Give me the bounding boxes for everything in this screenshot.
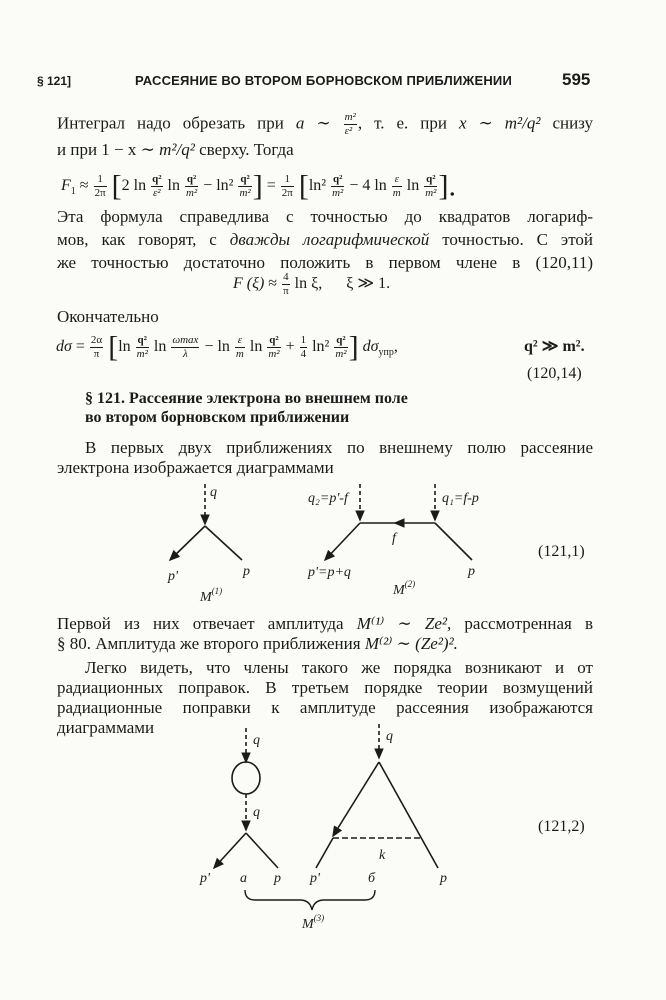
label-M3: $M^{(3)}$ xyxy=(302,913,325,932)
electron-out xyxy=(170,526,205,560)
label-p-prime: p' xyxy=(200,871,210,886)
electron-out xyxy=(325,523,360,560)
electron-in xyxy=(246,833,278,868)
header-title: РАССЕЯНИЕ ВО ВТОРОМ БОРНОВСКОМ ПРИБЛИЖЕНИИ xyxy=(135,73,512,88)
section-heading-line1: § 121. Рассеяние электрона во внешнем поле xyxy=(85,390,408,407)
electron-out xyxy=(316,838,333,868)
equation-dsigma: dσ = $\frac{2\alpha}{\pi}$ [ln $\frac{\text{q²}}{\text{m²}}$ ln $\frac{\omega\max}{\lambda}$ − ln $\frac{\varepsilon}{m}$ ln $\frac{\text{q²}}{\text{m²}}$ + $\frac{1}{4}$ ln² $\frac{\text{q²}}{\text{m²}}$ ] $d\sigma_{упр}$, xyxy=(56,330,398,364)
label-f: f xyxy=(392,531,396,546)
label-q: q xyxy=(210,485,217,500)
label-M2: $M^{(2)}$ xyxy=(393,579,416,598)
label-p: p xyxy=(274,871,281,886)
para2-line2: мов, как говорят, с дважды логарифмической точностью. С этой xyxy=(57,230,593,249)
label-q-mid: q xyxy=(253,805,260,820)
diagram-M1 xyxy=(167,484,250,605)
equation-number-121-2: (121,2) xyxy=(538,818,585,835)
electron-out xyxy=(214,833,246,868)
label-p: p xyxy=(440,871,447,886)
equation-F-xi: F (ξ) ≈ $\frac{4}{\pi}$ ln ξ, ξ ≫ 1. xyxy=(233,270,391,297)
page-number: 595 xyxy=(562,70,591,89)
diagram-b-vertex-correction xyxy=(309,724,447,886)
feynman-diagrams-121-1 xyxy=(150,478,530,608)
electron-loop xyxy=(232,762,260,794)
label-M1: $M^{(1)}$ xyxy=(200,586,223,605)
para5-line2: § 80. Амплитуда же второго приближения M⁽²⁾ ∼ (Ze²)². xyxy=(57,634,458,653)
para6-line2: радиационных поправок. В третьем порядке теории возмущений xyxy=(57,678,593,697)
label-p-prime-eq: p'=p+q xyxy=(308,565,351,580)
diagram-a-vacuum-polarization xyxy=(199,728,281,886)
para6-line3: радиационные поправки к амплитуде рассеяния изображаются xyxy=(57,698,593,717)
para1-line1: Интеграл надо обрезать при a ∼ $\frac{\text{m²}}{\text{ε²}}$ , т. е. при x ∼ m²/q² снизу xyxy=(57,111,594,137)
equation-number-120-14: (120,14) xyxy=(527,365,582,382)
running-header xyxy=(37,70,593,92)
para5-line1: Первой из них отвечает амплитуда M⁽¹⁾ ∼ Ze², рассмотренная в xyxy=(57,614,593,633)
math-a: a xyxy=(295,113,305,133)
para4-line2: электрона изображается диаграммами xyxy=(57,458,334,477)
label-p-prime: p' xyxy=(310,871,320,886)
label-q-top: q xyxy=(386,729,393,744)
para1-line2: и при 1 − x ∼ m²/q² сверху. Тогда xyxy=(57,140,294,159)
electron-left xyxy=(333,762,379,836)
para6-line1: Легко видеть, что члены такого же порядка возникают и от xyxy=(85,658,593,677)
emphasis: дважды логарифмической xyxy=(229,230,430,249)
feynman-diagrams-121-2 xyxy=(190,720,470,935)
para2-line3: же точностью достаточно положить в первом члене в (120,11) xyxy=(57,253,593,272)
equation-condition: q² ≫ m². xyxy=(524,338,585,355)
section-heading-line2: во втором борновском приближении xyxy=(85,409,350,426)
para4-line1: В первых двух приближениях по внешнему полю рассеяние xyxy=(85,438,593,457)
electron-in xyxy=(205,526,242,560)
label-q-top: q xyxy=(253,733,260,748)
label-p: p xyxy=(243,564,250,579)
label-k: k xyxy=(379,848,386,863)
electron-in xyxy=(379,762,438,868)
para6-line4: диаграммами xyxy=(57,718,155,737)
electron-in xyxy=(435,523,472,560)
diagram-M2 xyxy=(307,484,479,598)
frac-m2-eps2: $\frac{\text{m²}}{\text{ε²}}$ xyxy=(344,111,356,137)
label-p: p xyxy=(468,564,475,579)
label-a: a xyxy=(240,871,247,886)
para2-line1: Эта формула справедлива с точностью до квадратов логариф- xyxy=(57,207,593,226)
equation-F1: $F_1$ ≈ $\frac{1}{2\pi}$ [2 ln $\frac{\text{q²}}{\text{ε²}}$ ln $\frac{\text{q²}}{\text{m²}}$ − ln² $\frac{\text{q²}}{\text{m²}}$ ] = $\frac{1}{2\pi}$ [ln² $\frac{\text{q²}}{\text{m²}}$ − 4 ln $\frac{\varepsilon}{m}$ ln $\frac{\text{q²}}{\text{m²}}$ ]. xyxy=(61,169,456,203)
label-q2: q₂=p'-f xyxy=(308,491,348,506)
equation-number-121-1: (121,1) xyxy=(538,543,585,560)
label-b: б xyxy=(368,871,376,886)
label-p-prime: p' xyxy=(168,569,178,584)
label-q1: q₁=f-p xyxy=(442,491,479,506)
grouping-brace xyxy=(245,890,375,910)
para3: Окончательно xyxy=(57,307,159,326)
header-section: § 121] xyxy=(37,74,72,88)
